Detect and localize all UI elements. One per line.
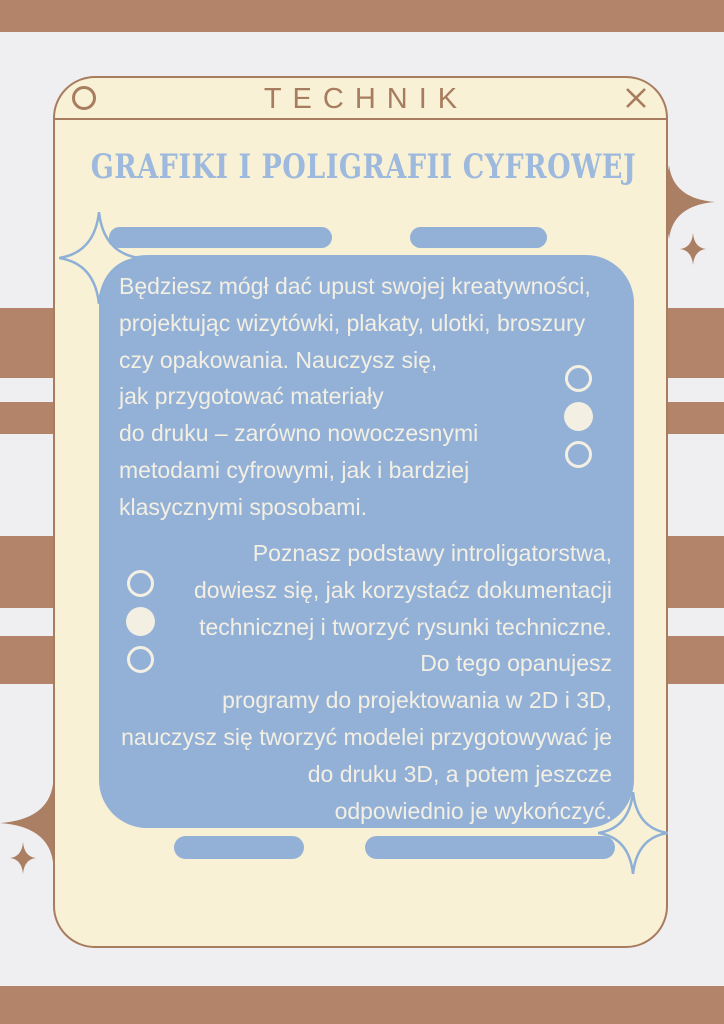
paragraph-line: technicznej i tworzyć rysunki techniczne. xyxy=(199,613,612,640)
paragraph-line: jak przygotować materiały xyxy=(119,383,384,410)
indicator-dot-filled xyxy=(564,402,593,431)
paragraph-line: czy opakowania. Nauczysz się, xyxy=(119,346,438,373)
paragraph-line: do druku – zarówno nowoczesnymi xyxy=(119,420,479,447)
paragraph-line: klasycznymi sposobami. xyxy=(119,493,367,520)
paragraph-line: metodami cyfrowymi, jak i bardziej xyxy=(119,456,470,483)
paragraph-line: odpowiednio je wykończyć. xyxy=(334,797,612,824)
paragraph-line: Będziesz mógł dać upust swojej kreatywności, xyxy=(119,273,591,299)
stripe-bottom-bar xyxy=(0,986,724,1024)
paragraph-line: Do tego opanujesz xyxy=(420,650,612,677)
sparkle-icon-brown-right-small xyxy=(680,233,706,265)
paragraph-line: projektując wizytówki, plakaty, ulotki, broszury xyxy=(119,309,586,336)
page-title: GRAFIKI I POLIGRAFII CYFROWEJ xyxy=(90,148,637,187)
placeholder-bar-top-right xyxy=(410,227,547,248)
indicator-dot-outline xyxy=(127,646,154,673)
content-panel xyxy=(99,255,634,828)
indicator-dot-outline xyxy=(565,441,592,468)
paragraph-line: nauczysz się tworzyć modelei przygotowywać je xyxy=(121,723,612,750)
placeholder-bar-bottom-left xyxy=(174,836,304,859)
close-icon[interactable] xyxy=(623,85,649,111)
paragraph-line: programy do projektowania w 2D i 3D, xyxy=(222,687,612,714)
placeholder-bar-bottom-right xyxy=(365,836,615,859)
paragraph-1 xyxy=(119,268,591,526)
window xyxy=(53,76,668,948)
paragraph-line: Poznasz podstawy introligatorstwa, xyxy=(252,540,612,566)
sparkle-icon-blue-bottom-right xyxy=(598,792,668,874)
indicator-dot-outline xyxy=(127,570,154,597)
indicator-dot-filled xyxy=(126,607,155,636)
stripe-top-bar xyxy=(0,0,724,32)
sparkle-icon-blue-top-left xyxy=(59,212,139,304)
paragraph-line: dowiesz się, jak korzystaćz dokumentacji xyxy=(194,576,612,603)
sparkle-icon-brown-left-small xyxy=(10,842,36,874)
paragraph-2 xyxy=(87,535,612,829)
window-title: TECHNIK xyxy=(263,83,469,115)
paragraph-line: do druku 3D, a potem jeszcze xyxy=(307,760,612,787)
window-titlebar xyxy=(55,78,666,120)
indicator-dot-outline xyxy=(565,365,592,392)
placeholder-bar-top-left xyxy=(109,227,332,248)
